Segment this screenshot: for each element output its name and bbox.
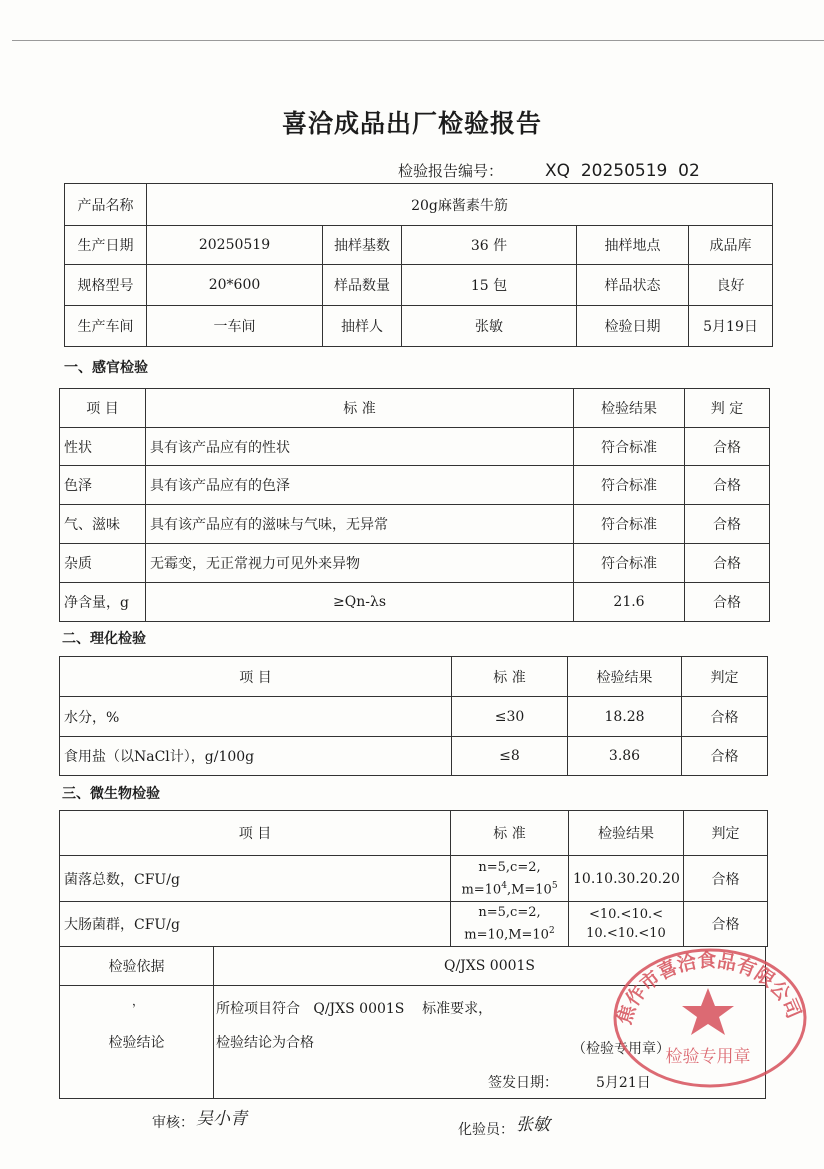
micro-header-judge: 判定	[684, 811, 768, 856]
micro-result-line1: <10.<10.<	[588, 907, 664, 922]
sensory-item: 色泽	[60, 466, 146, 505]
physchem-judge: 合格	[682, 697, 768, 737]
table-row	[60, 505, 770, 544]
issue-date-label: 签发日期：	[488, 1075, 558, 1091]
std-M-exp: 5	[551, 880, 558, 891]
report-title: 喜洽成品出厂检验报告	[281, 109, 542, 138]
sample-place: 成品库	[689, 226, 773, 265]
product-name-label: 产品名称	[65, 184, 147, 226]
conclusion-label-cell	[60, 986, 214, 1099]
sample-qty: 15 包	[402, 265, 577, 306]
sensory-result: 符合标准	[574, 466, 685, 505]
reviewer-label: 审核：	[152, 1115, 194, 1131]
conclusion-line1: 所检项目符合 Q/JXS 0001S 标准要求，	[216, 1001, 493, 1017]
product-info-table	[64, 183, 773, 347]
table-row	[60, 428, 770, 466]
micro-table	[59, 810, 768, 947]
physchem-judge: 合格	[682, 737, 768, 776]
micro-header-result: 检验结果	[569, 811, 684, 856]
conclusion-cell	[214, 986, 766, 1099]
sensory-judge: 合格	[685, 428, 770, 466]
micro-heading: 三、微生物检验	[62, 786, 160, 802]
sensory-standard: 具有该产品应有的色泽	[146, 466, 574, 505]
sample-base-label: 抽样基数	[323, 226, 402, 265]
seal-note: （检验专用章）	[572, 1041, 670, 1057]
seal-ring-text: 焦作市喜洽食品有限公司	[613, 949, 805, 1028]
conclusion-line2: 检验结论为合格	[216, 1035, 314, 1051]
sensory-result: 符合标准	[574, 505, 685, 544]
physchem-header-standard: 标 准	[452, 657, 568, 697]
sensory-standard: 具有该产品应有的滋味与气味，无异常	[146, 505, 574, 544]
std-m: m=10	[461, 882, 502, 898]
sensory-judge: 合格	[685, 583, 770, 622]
std-M-exp: 2	[548, 926, 555, 937]
sensory-judge: 合格	[685, 544, 770, 583]
micro-judge: 合格	[684, 902, 768, 947]
physchem-item: 食用盐（以NaCl计），g/100g	[60, 737, 452, 776]
table-row	[60, 856, 768, 902]
table-row	[60, 902, 768, 947]
basis-value: Q/JXS 0001S	[214, 947, 766, 986]
issue-date: 5月21日	[596, 1075, 651, 1091]
spec-label: 规格型号	[65, 265, 147, 306]
sensory-header-judge: 判 定	[685, 389, 770, 428]
conclusion-mark: ，	[132, 994, 145, 1008]
physchem-item: 水分，%	[60, 697, 452, 737]
tester-label: 化验员：	[458, 1122, 514, 1138]
table-row	[60, 544, 770, 583]
seal-inner-text: 检验专用章	[665, 1047, 751, 1067]
sampler-label: 抽样人	[323, 306, 402, 347]
physchem-heading: 二、理化检验	[62, 631, 146, 647]
sensory-header-standard: 标 准	[146, 389, 574, 428]
sensory-item: 气、滋味	[60, 505, 146, 544]
table-row	[60, 697, 768, 737]
sensory-judge: 合格	[685, 466, 770, 505]
sensory-item: 杂质	[60, 544, 146, 583]
physchem-standard: ≤30	[452, 697, 568, 737]
micro-item: 大肠菌群，CFU/g	[60, 902, 451, 947]
table-row	[60, 583, 770, 622]
micro-item: 菌落总数，CFU/g	[60, 856, 451, 902]
sensory-result: 21.6	[574, 583, 685, 622]
product-name: 20g麻酱素牛筋	[147, 184, 773, 226]
sample-state: 良好	[689, 265, 773, 306]
physchem-header-result: 检验结果	[568, 657, 682, 697]
std-M: ,M=10	[504, 927, 549, 943]
micro-header-standard: 标 准	[451, 811, 569, 856]
sensory-header-result: 检验结果	[574, 389, 685, 428]
report-number-label: 检验报告编号：	[398, 162, 504, 180]
std-m: m=10	[464, 927, 505, 943]
tester-signature: 张敏	[516, 1115, 550, 1135]
prod-date: 20250519	[147, 226, 323, 265]
report-number	[398, 160, 700, 181]
sample-state-label: 样品状态	[577, 265, 689, 306]
micro-result-line2: 10.<10.<10	[586, 926, 666, 941]
report-number-value: XQ 20250519 02	[545, 161, 700, 181]
micro-standard-line1: n=5,c=2,	[478, 905, 541, 921]
sensory-heading: 一、感官检验	[64, 360, 148, 376]
prod-date-label: 生产日期	[65, 226, 147, 265]
micro-standard-line1: n=5,c=2,	[478, 859, 541, 875]
reviewer-signature: 吴小青	[196, 1109, 247, 1129]
std-m-exp: 4	[501, 880, 507, 891]
table-row	[60, 737, 768, 776]
sensory-standard: ≥Qn-λs	[146, 583, 574, 622]
sensory-table	[59, 388, 770, 622]
physchem-standard: ≤8	[452, 737, 568, 776]
physchem-result: 18.28	[568, 697, 682, 737]
test-date-label: 检验日期	[577, 306, 689, 347]
sample-qty-label: 样品数量	[323, 265, 402, 306]
sensory-result: 符合标准	[574, 544, 685, 583]
micro-standard-line2	[455, 877, 564, 899]
workshop-label: 生产车间	[65, 306, 147, 347]
micro-header-item: 项 目	[60, 811, 451, 856]
conclusion-label: 检验结论	[108, 1035, 165, 1051]
sample-place-label: 抽样地点	[577, 226, 689, 265]
sensory-header-item: 项 目	[60, 389, 146, 428]
micro-judge: 合格	[684, 856, 768, 902]
top-rule	[12, 40, 824, 41]
micro-result	[569, 902, 684, 947]
basis-label: 检验依据	[60, 947, 214, 986]
micro-standard	[451, 856, 569, 902]
sensory-item: 性状	[60, 428, 146, 466]
physchem-header-judge: 判定	[682, 657, 768, 697]
sample-base: 36 件	[402, 226, 577, 265]
micro-standard-line2	[455, 922, 564, 944]
workshop: 一车间	[147, 306, 323, 347]
physchem-header-item: 项 目	[60, 657, 452, 697]
sensory-result: 符合标准	[574, 428, 685, 466]
physchem-table	[59, 656, 768, 776]
micro-standard	[451, 902, 569, 947]
sensory-item: 净含量，g	[60, 583, 146, 622]
conclusion-table	[59, 946, 766, 1099]
table-row	[60, 466, 770, 505]
sensory-judge: 合格	[685, 505, 770, 544]
micro-result: 10.10.30.20.20	[569, 856, 684, 902]
sensory-standard: 无霉变，无正常视力可见外来异物	[146, 544, 574, 583]
spec: 20*600	[147, 265, 323, 306]
sampler: 张敏	[402, 306, 577, 347]
physchem-result: 3.86	[568, 737, 682, 776]
sensory-standard: 具有该产品应有的性状	[146, 428, 574, 466]
std-M: ,M=10	[506, 882, 552, 898]
test-date: 5月19日	[689, 306, 773, 347]
